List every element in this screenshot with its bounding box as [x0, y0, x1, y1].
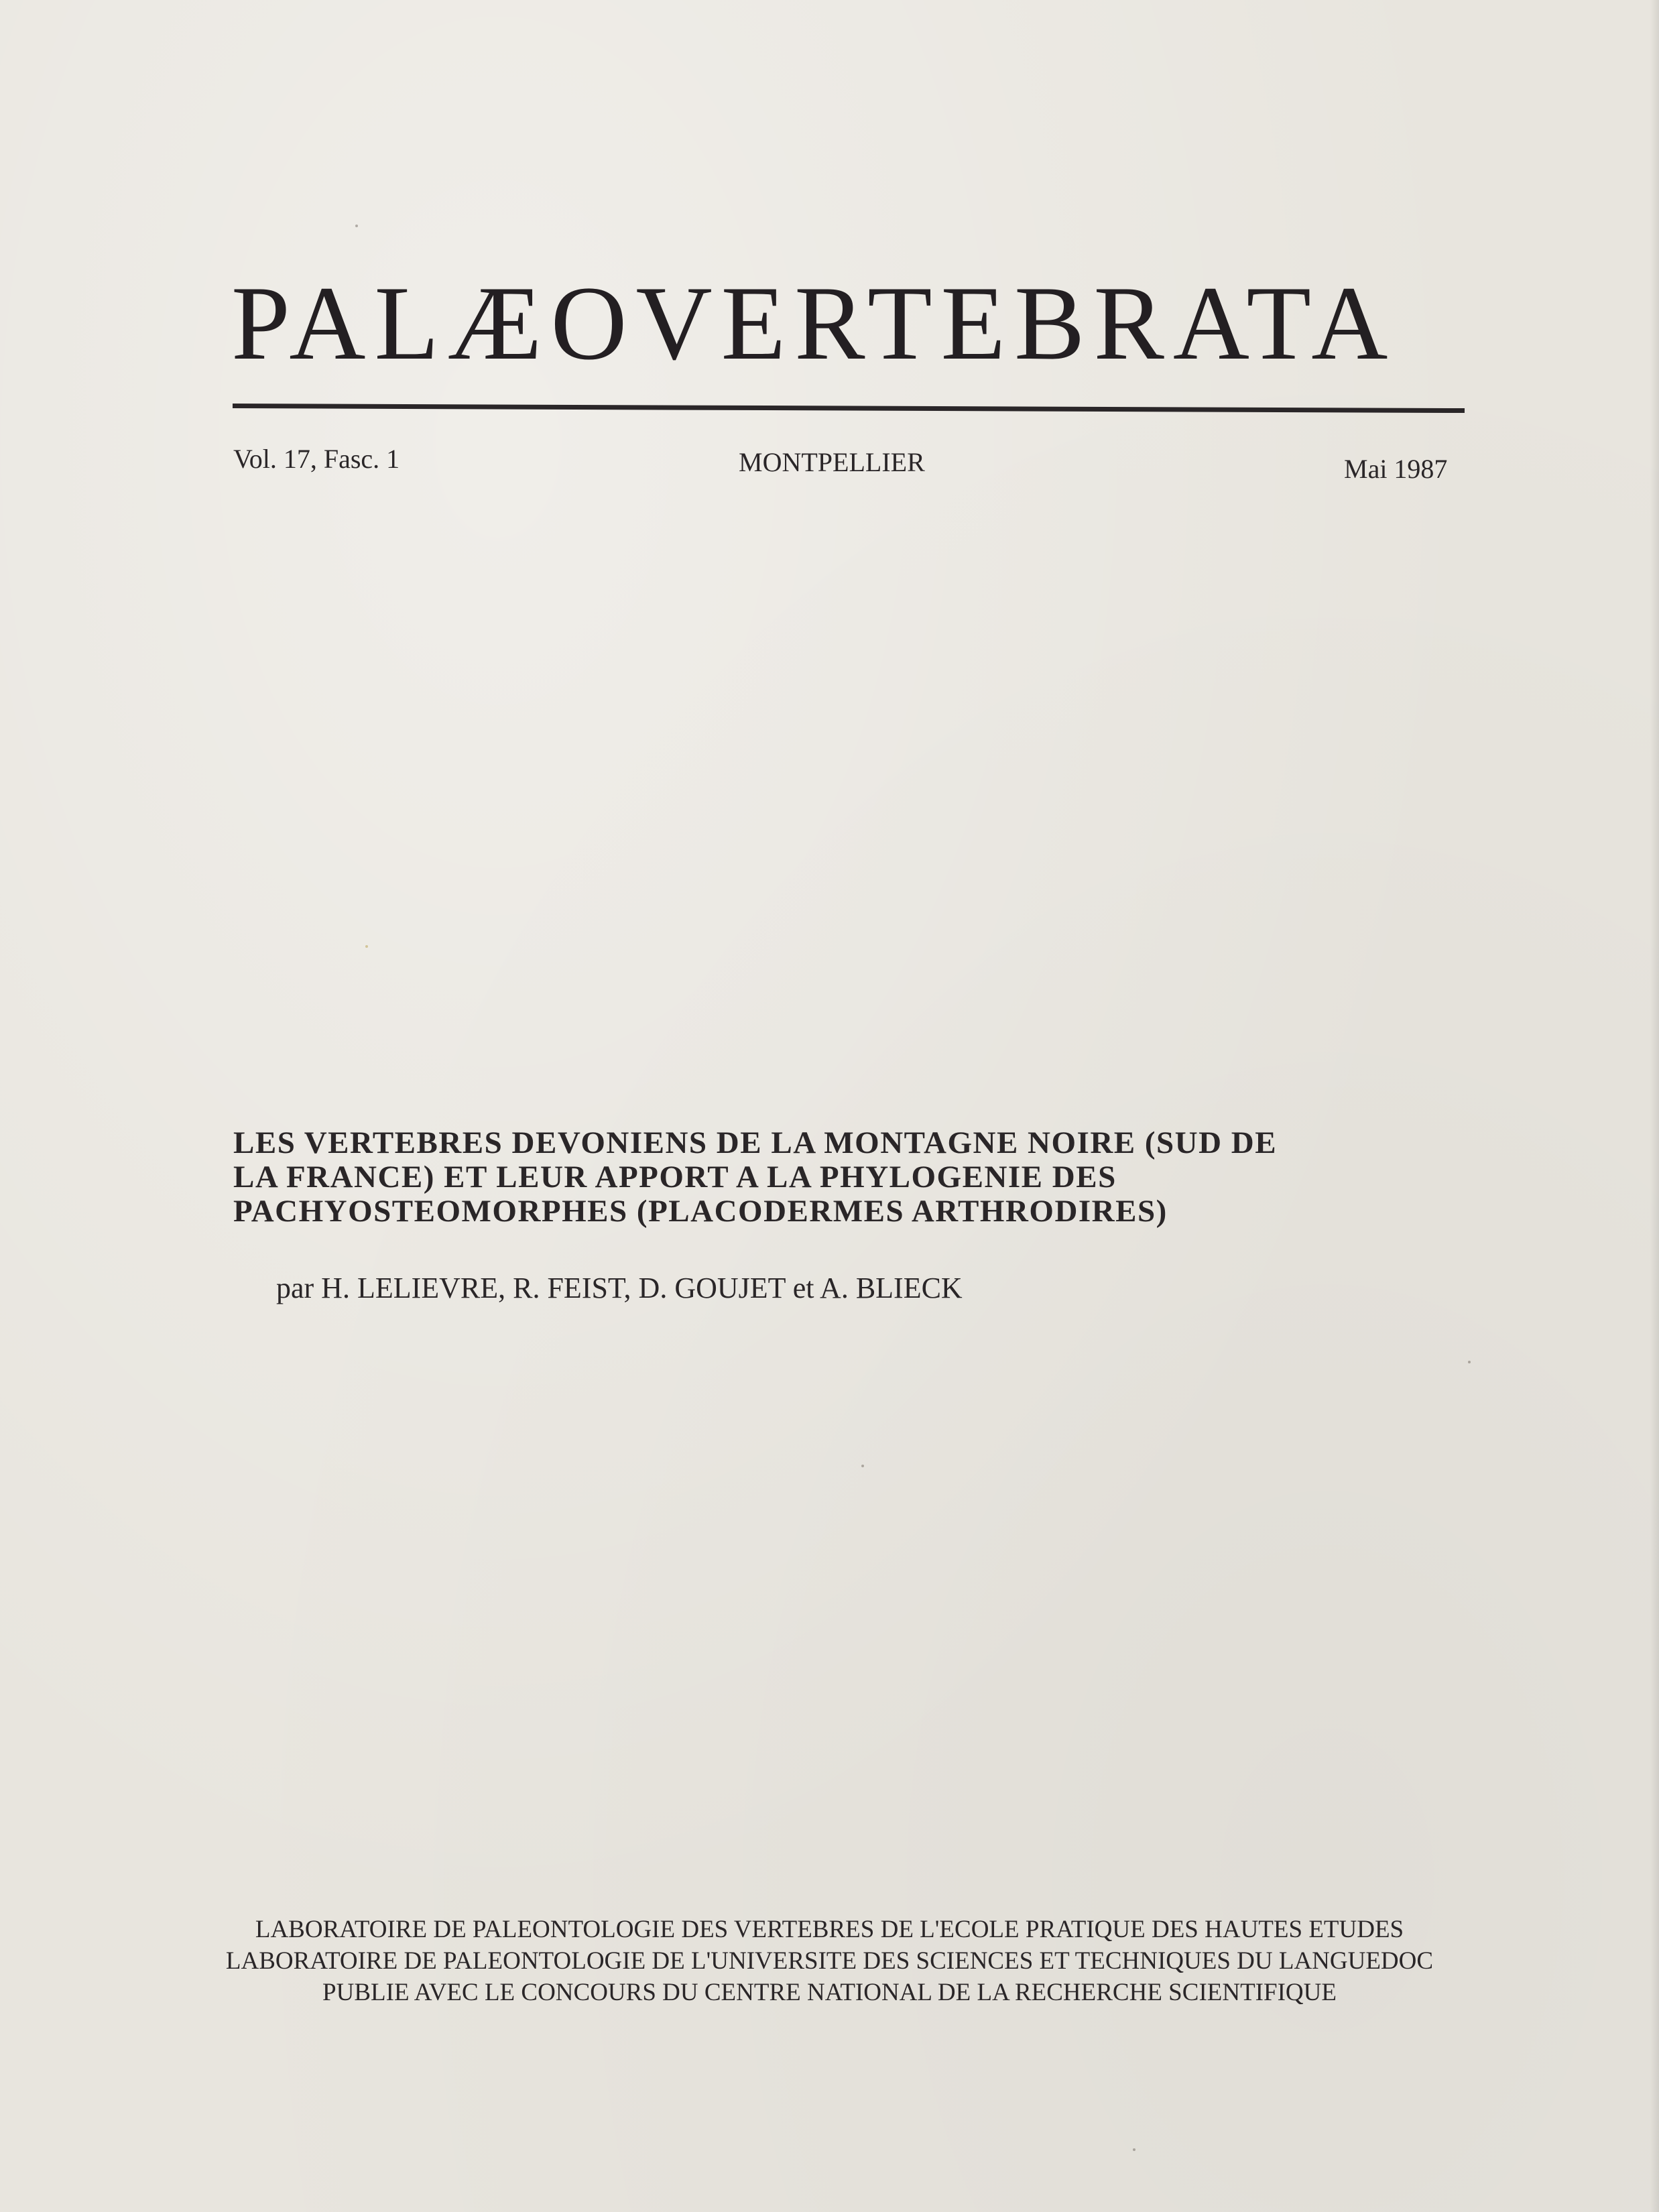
paper-speck	[861, 1465, 864, 1467]
publisher-line: LABORATOIRE DE PALEONTOLOGIE DES VERTEBRES DE L'ECOLE PRATIQUE DES HAUTES ETUDES	[255, 1916, 1404, 1943]
issue-volume: Vol. 17, Fasc. 1	[233, 444, 400, 474]
article-title-line: LA FRANCE) ET LEUR APPORT A LA PHYLOGENIE DES	[233, 1160, 1117, 1194]
paper-speck	[355, 225, 358, 227]
publisher-line: PUBLIE AVEC LE CONCOURS DU CENTRE NATIONAL DE LA RECHERCHE SCIENTIFIQUE	[322, 1979, 1337, 2006]
paper-speck	[365, 945, 368, 948]
issue-date: Mai 1987	[1344, 454, 1448, 484]
paper-speck	[1133, 2148, 1135, 2151]
journal-title: PALÆOVERTEBRATA	[231, 265, 1397, 382]
page-edge-shadow	[1650, 0, 1659, 2212]
masthead-rule	[233, 404, 1465, 413]
article-title-line: PACHYOSTEOMORPHES (PLACODERMES ARTHRODIRES)	[233, 1194, 1168, 1229]
paper-speck	[1468, 1361, 1471, 1363]
issue-city: MONTPELLIER	[739, 447, 925, 477]
article-title	[233, 1126, 1440, 1229]
article-title-line: LES VERTEBRES DEVONIENS DE LA MONTAGNE NOIRE (SUD DE	[233, 1125, 1278, 1160]
publisher-line: LABORATOIRE DE PALEONTOLOGIE DE L'UNIVERSITE DES SCIENCES ET TECHNIQUES DU LANGUEDOC	[225, 1947, 1434, 1975]
publisher-block	[0, 1914, 1659, 2008]
article-authors: par H. LELIEVRE, R. FEIST, D. GOUJET et A. BLIECK	[276, 1272, 963, 1304]
